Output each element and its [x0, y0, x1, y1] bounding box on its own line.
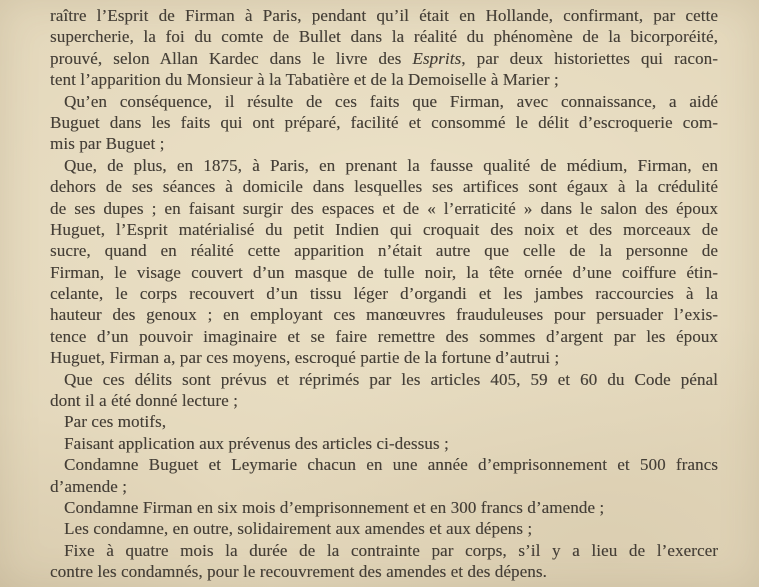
text-line: supercherie, la foi du comte de Bullet dans la réalité du phénomène de la bicorporéité,: [50, 27, 718, 47]
text-segment: , par deux historiettes qui racon-: [461, 48, 718, 68]
text-line: dont il a été donné lecture ;: [50, 391, 238, 411]
text-line: [50, 48, 718, 69]
text-line: Faisant application aux prévenus des articles ci-dessus ;: [64, 433, 449, 453]
text-line: mis par Buguet ;: [50, 134, 165, 154]
italic-book-title: Esprits: [412, 48, 462, 68]
text-line: Que, de plus, en 1875, à Paris, en prenant la fausse qualité de médium, Firman, en: [64, 155, 718, 175]
text-line: Par ces motifs,: [64, 412, 167, 432]
text-line: Les condamne, en outre, solidairement aux amendes et aux dépens ;: [64, 519, 533, 539]
text-line: d’amende ;: [50, 476, 127, 496]
text-line: Firman, le visage couvert d’un masque de tulle noir, la tête ornée d’une coiffure étin-: [50, 262, 718, 282]
text-line: dehors de ses séances à domicile dans lesquelles ses artifices sont égaux à la crédulité: [50, 177, 718, 197]
text-line: raître l’Esprit de Firman à Paris, pendant qu’il était en Hollande, confirmant, par cette: [50, 6, 718, 25]
text-line: Huguet, l’Esprit matérialisé du petit Indien qui croquait des noix et des morceaux de: [50, 219, 718, 239]
text-line: Fixe à quatre mois la durée de la contrainte par corps, s’il y a lieu de l’exercer: [64, 540, 718, 560]
text-line: Qu’en conséquence, il résulte de ces faits que Firman, avec connaissance, a aidé: [64, 91, 718, 111]
text-line: Buguet dans les faits qui ont préparé, facilité et consommé le délit d’escroquerie com-: [50, 112, 718, 132]
text-line: Condamne Buguet et Leymarie chacun en une année d’emprisonnement et 500 francs: [64, 455, 718, 475]
text-line: Que ces délits sont prévus et réprimés par les articles 405, 59 et 60 du Code pénal: [64, 369, 718, 389]
text-line: tence d’un pouvoir imaginaire et se faire remettre des sommes d’argent par les époux: [50, 326, 718, 346]
text-line: sucre, quand en réalité cette apparition n’était autre que celle de la personne de: [50, 241, 718, 261]
text-line: Huguet, Firman a, par ces moyens, escroqué partie de la fortune d’autrui ;: [50, 348, 560, 368]
text-line: contre les condamnés, pour le recouvrement des amendes et des dépens.: [50, 562, 547, 582]
text-line: de ses dupes ; en faisant surgir des espaces et de « l’erraticité » dans le salon des époux: [50, 198, 718, 218]
text-line: Condamne Firman en six mois d’emprisonnement et en 300 francs d’amende ;: [64, 497, 605, 517]
text-line: tent l’apparition du Monsieur à la Tabatière et de la Demoiselle à Marier ;: [50, 70, 559, 90]
text-segment: prouvé, selon Allan Kardec dans le livre des: [50, 48, 413, 68]
judgment-text-block: [50, 5, 718, 583]
text-line: celante, le corps recouvert d’un tissu léger d’organdi et les jambes raccourcies à la: [50, 284, 718, 304]
text-line: hauteur des genoux ; en employant ces manœuvres frauduleuses pour persuader l’exis-: [50, 305, 718, 325]
